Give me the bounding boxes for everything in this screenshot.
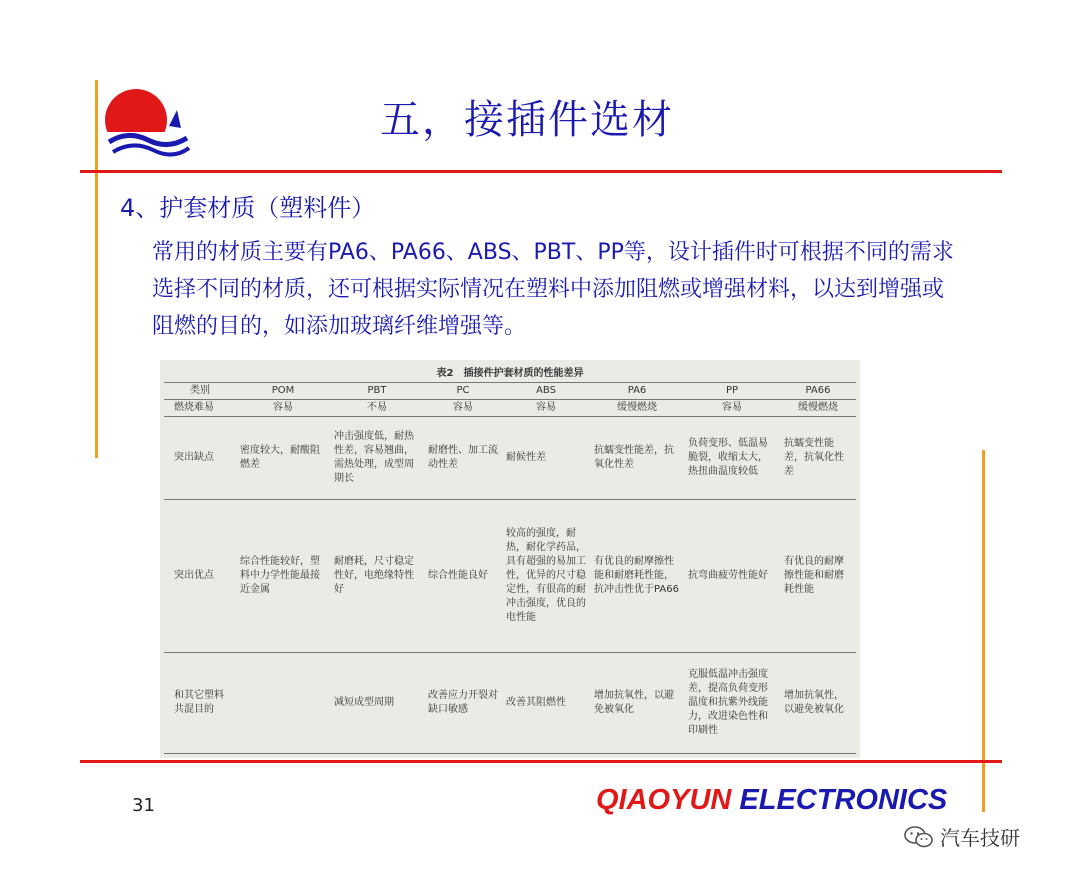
table-row [164,400,856,417]
table-row [164,417,856,500]
watermark-text: 汽车技研 [940,826,1020,850]
table-cell: 较高的强度，耐热，耐化学药品，具有超强的易加工性，优异的尺寸稳定性，有很高的耐冲击强度，优良的电性能 [502,500,590,652]
table-cell: 容易 [236,400,330,417]
table-cell: 抗蠕变性能差，抗氧化性差 [780,417,856,500]
wechat-icon [904,825,934,849]
table-header-cell: POM [236,383,330,400]
table-cell: 增加抗氧性，以避免被氧化 [780,652,856,753]
section-heading: 4、护套材质（塑料件） [120,194,376,222]
page-number: 31 [132,795,155,816]
table-cell: 负荷变形、低温易脆裂，收缩太大，热扭曲温度较低 [684,417,780,500]
table-cell: 抗弯曲疲劳性能好 [684,500,780,652]
table-cell: 改善应力开裂对缺口敏感 [424,652,502,753]
table-cell: 容易 [502,400,590,417]
table-header-cell: 类别 [164,383,236,400]
table-row-label: 燃烧难易 [164,400,236,417]
table-cell: 密度较大，耐酸阻燃差 [236,417,330,500]
table-cell: 有优良的耐摩擦性能和耐磨耗性能，抗冲击性优于PA66 [590,500,684,652]
table-cell: 缓慢燃烧 [780,400,856,417]
body-paragraph: 常用的材质主要有PA6、PA66、ABS、PBT、PP等，设计插件时可根据不同的需求选择不同的材质，还可根据实际情况在塑料中添加阻燃或增强材料，以达到增强或阻燃的目的，如添加玻璃纤维增强等。 [152,240,954,339]
table-row [164,500,856,652]
table-cell: 耐磨性、加工流动性差 [424,417,502,500]
material-comparison-table-image [160,360,860,758]
table-cell: 抗蠕变性能差，抗氧化性差 [590,417,684,500]
table-header-cell: PA66 [780,383,856,400]
watermark [904,822,1020,851]
company-name-part1: QIAOYUN [596,784,732,816]
table-cell: 耐候性差 [502,417,590,500]
table-cell: 容易 [424,400,502,417]
table-row-label: 突出缺点 [164,417,236,500]
table-header-cell: PC [424,383,502,400]
company-logo-icon [103,80,193,170]
material-comparison-table [164,382,856,754]
table-cell: 增加抗氧性，以避免被氧化 [590,652,684,753]
table-cell: 减短成型周期 [330,652,424,753]
table-cell: 耐磨耗，尺寸稳定性好，电绝缘特性好 [330,500,424,652]
table-header-cell: PP [684,383,780,400]
company-name [596,784,947,817]
table-cell: 冲击强度低，耐热性差，容易翘曲，需热处理，成型周期长 [330,417,424,500]
table-header-cell: PA6 [590,383,684,400]
table-cell: 缓慢燃烧 [590,400,684,417]
bottom-horizontal-rule [80,760,1002,763]
table-cell: 改善其阻燃性 [502,652,590,753]
table-row-label: 和其它塑料共混目的 [164,652,236,753]
slide-title: 五，接插件选材 [380,97,674,143]
table-cell: 不易 [330,400,424,417]
table-row-label: 突出优点 [164,500,236,652]
table-cell: 容易 [684,400,780,417]
left-vertical-rule [95,80,98,458]
table-cell: 综合性能较好，塑料中力学性能最接近金属 [236,500,330,652]
top-horizontal-rule [80,170,1002,173]
company-name-part2: ELECTRONICS [739,784,948,816]
table-row [164,652,856,753]
right-vertical-rule [982,450,985,812]
table-cell [236,652,330,753]
table-header-cell: ABS [502,383,590,400]
table-header-row [164,383,856,400]
table-header-cell: PBT [330,383,424,400]
table-caption: 表2 插接件护套材质的性能差异 [436,368,584,379]
table-cell: 有优良的耐摩擦性能和耐磨耗性能 [780,500,856,652]
table-cell: 综合性能良好 [424,500,502,652]
table-cell: 克服低温冲击强度差，提高负荷变形温度和抗紫外线能力，改进染色性和印刷性 [684,652,780,753]
